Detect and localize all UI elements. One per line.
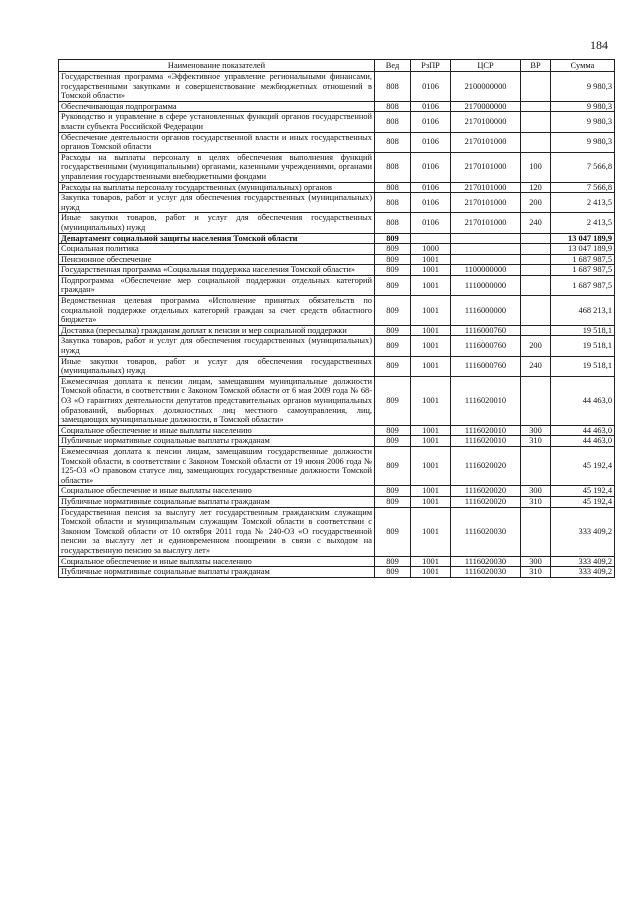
table-body — [59, 72, 615, 578]
row-ved-cell: 809 — [375, 436, 411, 447]
row-vr-cell — [521, 325, 551, 336]
row-csr-cell: 1116020010 — [451, 425, 521, 436]
row-sum-cell: 13 047 189,9 — [551, 244, 615, 255]
table-row — [59, 436, 615, 447]
row-sum-cell: 1 687 987,5 — [551, 275, 615, 295]
row-csr-cell: 2170100000 — [451, 112, 521, 132]
row-rzpr-cell: 1001 — [411, 254, 451, 265]
row-sum-cell: 19 518,1 — [551, 336, 615, 356]
row-csr-cell: 2170101000 — [451, 132, 521, 152]
row-csr-cell: 1116020010 — [451, 376, 521, 425]
row-name-cell: Публичные нормативные социальные выплаты гражданам — [59, 496, 375, 507]
table-row — [59, 193, 615, 213]
row-sum-cell: 2 413,5 — [551, 193, 615, 213]
row-sum-cell: 9 980,3 — [551, 72, 615, 102]
row-sum-cell: 9 980,3 — [551, 112, 615, 132]
row-sum-cell: 9 980,3 — [551, 132, 615, 152]
table-row — [59, 132, 615, 152]
row-rzpr-cell: 1001 — [411, 356, 451, 376]
table-row — [59, 507, 615, 556]
row-csr-cell: 1116000760 — [451, 356, 521, 376]
row-name-cell: Доставка (пересылка) гражданам доплат к пенсии и мер социальной поддержки — [59, 325, 375, 336]
row-vr-cell: 300 — [521, 486, 551, 497]
row-sum-cell: 333 409,2 — [551, 556, 615, 567]
row-csr-cell: 1116000760 — [451, 336, 521, 356]
row-ved-cell: 809 — [375, 325, 411, 336]
row-name-cell: Социальное обеспечение и иные выплаты населению — [59, 425, 375, 436]
row-csr-cell: 2170101000 — [451, 182, 521, 193]
row-rzpr-cell: 0106 — [411, 213, 451, 233]
budget-table — [58, 59, 615, 578]
row-ved-cell: 809 — [375, 446, 411, 485]
table-row — [59, 152, 615, 182]
row-csr-cell: 2170101000 — [451, 213, 521, 233]
table-row — [59, 244, 615, 255]
table-row — [59, 376, 615, 425]
row-name-cell: Подпрограмма «Обеспечение мер социальной поддержки отдельных категорий граждан» — [59, 275, 375, 295]
row-vr-cell: 310 — [521, 567, 551, 578]
row-csr-cell: 1116020020 — [451, 446, 521, 485]
row-ved-cell: 808 — [375, 152, 411, 182]
row-rzpr-cell: 0106 — [411, 101, 451, 112]
row-sum-cell: 44 463,0 — [551, 376, 615, 425]
row-name-cell: Ежемесячная доплата к пенсии лицам, замещавшим муниципальные должности Томской области, в соответствии с Законом Томской области от 6 мая 2009 года № 68-ОЗ «О гарантиях деятельности депутатов представительных органов муниципальных образований, выборных должностных лиц местного самоуправления, лиц, замещающих муниципальные должности, в Томской области» — [59, 376, 375, 425]
row-vr-cell: 310 — [521, 496, 551, 507]
row-name-cell: Социальная политика — [59, 244, 375, 255]
row-sum-cell: 1 687 987,5 — [551, 254, 615, 265]
row-ved-cell: 809 — [375, 275, 411, 295]
row-name-cell: Ведомственная целевая программа «Исполнение принятых обязательств по социальной поддержке отдельных категорий граждан за счет средств областного бюджета» — [59, 296, 375, 326]
row-name-cell: Публичные нормативные социальные выплаты гражданам — [59, 436, 375, 447]
row-rzpr-cell: 1001 — [411, 275, 451, 295]
row-csr-cell: 1116020020 — [451, 486, 521, 497]
row-vr-cell — [521, 265, 551, 276]
header-name: Наименование показателей — [59, 60, 375, 72]
row-name-cell: Расходы на выплаты персоналу в целях обеспечения выполнения функций государственными (муниципальными) органами, казенными учреждениями, органами управления государственными внебюджетными фондами — [59, 152, 375, 182]
row-rzpr-cell — [411, 233, 451, 244]
header-ved: Вед — [375, 60, 411, 72]
row-vr-cell: 120 — [521, 182, 551, 193]
row-ved-cell: 808 — [375, 101, 411, 112]
row-vr-cell — [521, 254, 551, 265]
table-row — [59, 101, 615, 112]
row-sum-cell: 9 980,3 — [551, 101, 615, 112]
row-ved-cell: 809 — [375, 496, 411, 507]
row-csr-cell: 1116020030 — [451, 567, 521, 578]
table-row — [59, 265, 615, 276]
row-csr-cell: 1116020030 — [451, 556, 521, 567]
row-rzpr-cell: 1000 — [411, 244, 451, 255]
row-name-cell: Публичные нормативные социальные выплаты гражданам — [59, 567, 375, 578]
table-row — [59, 213, 615, 233]
row-sum-cell: 44 463,0 — [551, 425, 615, 436]
row-csr-cell — [451, 254, 521, 265]
row-csr-cell: 1116000760 — [451, 325, 521, 336]
row-ved-cell: 809 — [375, 567, 411, 578]
row-rzpr-cell: 1001 — [411, 446, 451, 485]
row-vr-cell — [521, 275, 551, 295]
row-csr-cell — [451, 244, 521, 255]
row-name-cell: Расходы на выплаты персоналу государственных (муниципальных) органов — [59, 182, 375, 193]
row-csr-cell: 1110000000 — [451, 275, 521, 295]
table-row — [59, 425, 615, 436]
row-rzpr-cell: 1001 — [411, 436, 451, 447]
row-sum-cell: 44 463,0 — [551, 436, 615, 447]
row-ved-cell: 809 — [375, 265, 411, 276]
row-sum-cell: 7 566,8 — [551, 152, 615, 182]
row-name-cell: Пенсионное обеспечение — [59, 254, 375, 265]
row-name-cell: Департамент социальной защиты населения Томской области — [59, 233, 375, 244]
row-vr-cell — [521, 296, 551, 326]
row-ved-cell: 809 — [375, 296, 411, 326]
row-sum-cell: 45 192,4 — [551, 446, 615, 485]
row-sum-cell: 45 192,4 — [551, 486, 615, 497]
row-csr-cell: 1116020020 — [451, 496, 521, 507]
table-row — [59, 356, 615, 376]
header-rzpr: РзПР — [411, 60, 451, 72]
table-row — [59, 112, 615, 132]
table-row — [59, 496, 615, 507]
row-vr-cell — [521, 446, 551, 485]
table-row — [59, 567, 615, 578]
row-ved-cell: 809 — [375, 244, 411, 255]
row-sum-cell: 2 413,5 — [551, 213, 615, 233]
row-vr-cell — [521, 101, 551, 112]
row-vr-cell: 300 — [521, 425, 551, 436]
row-ved-cell: 809 — [375, 336, 411, 356]
row-name-cell: Ежемесячная доплата к пенсии лицам, замещавшим государственные должности Томской области, в соответствии с Законом Томской области от 19 июня 2006 года № 125-ОЗ «О правовом статусе лиц, замещающих государственные должности Томской области» — [59, 446, 375, 485]
row-vr-cell: 300 — [521, 556, 551, 567]
table-row — [59, 336, 615, 356]
row-sum-cell: 7 566,8 — [551, 182, 615, 193]
row-vr-cell — [521, 112, 551, 132]
header-csr: ЦСР — [451, 60, 521, 72]
header-vr: ВР — [521, 60, 551, 72]
row-sum-cell: 45 192,4 — [551, 496, 615, 507]
row-csr-cell: 2170000000 — [451, 101, 521, 112]
row-vr-cell: 100 — [521, 152, 551, 182]
row-csr-cell: 1116000000 — [451, 296, 521, 326]
row-ved-cell: 808 — [375, 193, 411, 213]
row-sum-cell: 13 047 189,9 — [551, 233, 615, 244]
row-rzpr-cell: 0106 — [411, 182, 451, 193]
row-rzpr-cell: 0106 — [411, 112, 451, 132]
row-sum-cell: 333 409,2 — [551, 567, 615, 578]
table-row — [59, 254, 615, 265]
row-ved-cell: 808 — [375, 112, 411, 132]
row-csr-cell — [451, 233, 521, 244]
table-row — [59, 233, 615, 244]
row-name-cell: Государственная программа «Социальная поддержка населения Томской области» — [59, 265, 375, 276]
row-sum-cell: 468 213,1 — [551, 296, 615, 326]
row-rzpr-cell: 1001 — [411, 486, 451, 497]
row-rzpr-cell: 0106 — [411, 193, 451, 213]
table-row — [59, 486, 615, 497]
row-rzpr-cell: 1001 — [411, 567, 451, 578]
row-sum-cell: 19 518,1 — [551, 356, 615, 376]
row-vr-cell: 200 — [521, 336, 551, 356]
row-ved-cell: 809 — [375, 376, 411, 425]
table-row — [59, 446, 615, 485]
table-row — [59, 72, 615, 102]
row-sum-cell: 333 409,2 — [551, 507, 615, 556]
row-name-cell: Социальное обеспечение и иные выплаты населению — [59, 556, 375, 567]
row-name-cell: Иные закупки товаров, работ и услуг для обеспечения государственных (муниципальных) нужд — [59, 213, 375, 233]
row-ved-cell: 808 — [375, 182, 411, 193]
row-name-cell: Государственная пенсия за выслугу лет государственным гражданским служащим Томской области и муниципальным служащим Томской области в соответствии с Законом Томской области от 10 октября 2011 года № 240-ОЗ «О государственной пенсии за выслугу лет и единовременном поощрении в связи с выходом на государственную пенсию за выслугу лет» — [59, 507, 375, 556]
row-rzpr-cell: 1001 — [411, 496, 451, 507]
row-csr-cell: 2100000000 — [451, 72, 521, 102]
table-row — [59, 556, 615, 567]
row-vr-cell — [521, 233, 551, 244]
row-name-cell: Закупка товаров, работ и услуг для обеспечения государственных (муниципальных) нужд — [59, 193, 375, 213]
row-name-cell: Социальное обеспечение и иные выплаты населению — [59, 486, 375, 497]
row-sum-cell: 19 518,1 — [551, 325, 615, 336]
row-vr-cell — [521, 244, 551, 255]
row-name-cell: Обеспечение деятельности органов государственной власти и иных государственных органов Томской области — [59, 132, 375, 152]
row-rzpr-cell: 1001 — [411, 336, 451, 356]
row-name-cell: Иные закупки товаров, работ и услуг для обеспечения государственных (муниципальных) нужд — [59, 356, 375, 376]
row-rzpr-cell: 1001 — [411, 425, 451, 436]
row-name-cell: Обеспечивающая подпрограмма — [59, 101, 375, 112]
row-rzpr-cell: 0106 — [411, 72, 451, 102]
row-ved-cell: 809 — [375, 556, 411, 567]
table-row — [59, 182, 615, 193]
row-sum-cell: 1 687 987,5 — [551, 265, 615, 276]
row-ved-cell: 809 — [375, 486, 411, 497]
row-rzpr-cell: 1001 — [411, 556, 451, 567]
row-ved-cell: 809 — [375, 507, 411, 556]
row-csr-cell: 1100000000 — [451, 265, 521, 276]
header-sum: Сумма — [551, 60, 615, 72]
row-vr-cell: 200 — [521, 193, 551, 213]
row-rzpr-cell: 0106 — [411, 132, 451, 152]
row-rzpr-cell: 0106 — [411, 152, 451, 182]
row-ved-cell: 808 — [375, 213, 411, 233]
row-name-cell: Государственная программа «Эффективное управление региональными финансами, государственными закупками и совершенствование межбюджетных отношений в Томской области» — [59, 72, 375, 102]
row-vr-cell: 240 — [521, 213, 551, 233]
row-ved-cell: 809 — [375, 356, 411, 376]
row-vr-cell: 310 — [521, 436, 551, 447]
row-rzpr-cell: 1001 — [411, 265, 451, 276]
table-header-row — [59, 60, 615, 72]
row-vr-cell — [521, 507, 551, 556]
row-csr-cell: 1116020010 — [451, 436, 521, 447]
row-ved-cell: 808 — [375, 132, 411, 152]
table-row — [59, 325, 615, 336]
row-ved-cell: 808 — [375, 72, 411, 102]
row-vr-cell: 240 — [521, 356, 551, 376]
table-row — [59, 296, 615, 326]
row-rzpr-cell: 1001 — [411, 296, 451, 326]
row-rzpr-cell: 1001 — [411, 325, 451, 336]
row-ved-cell: 809 — [375, 425, 411, 436]
row-ved-cell: 809 — [375, 233, 411, 244]
page-number: 184 — [590, 38, 608, 52]
row-vr-cell — [521, 132, 551, 152]
row-rzpr-cell: 1001 — [411, 376, 451, 425]
row-csr-cell: 2170101000 — [451, 152, 521, 182]
row-ved-cell: 809 — [375, 254, 411, 265]
row-name-cell: Закупка товаров, работ и услуг для обеспечения государственных (муниципальных) нужд — [59, 336, 375, 356]
row-csr-cell: 2170101000 — [451, 193, 521, 213]
row-csr-cell: 1116020030 — [451, 507, 521, 556]
row-vr-cell — [521, 72, 551, 102]
row-name-cell: Руководство и управление в сфере установленных функций органов государственной власти субъекта Российской Федерации — [59, 112, 375, 132]
row-vr-cell — [521, 376, 551, 425]
row-rzpr-cell: 1001 — [411, 507, 451, 556]
table-row — [59, 275, 615, 295]
